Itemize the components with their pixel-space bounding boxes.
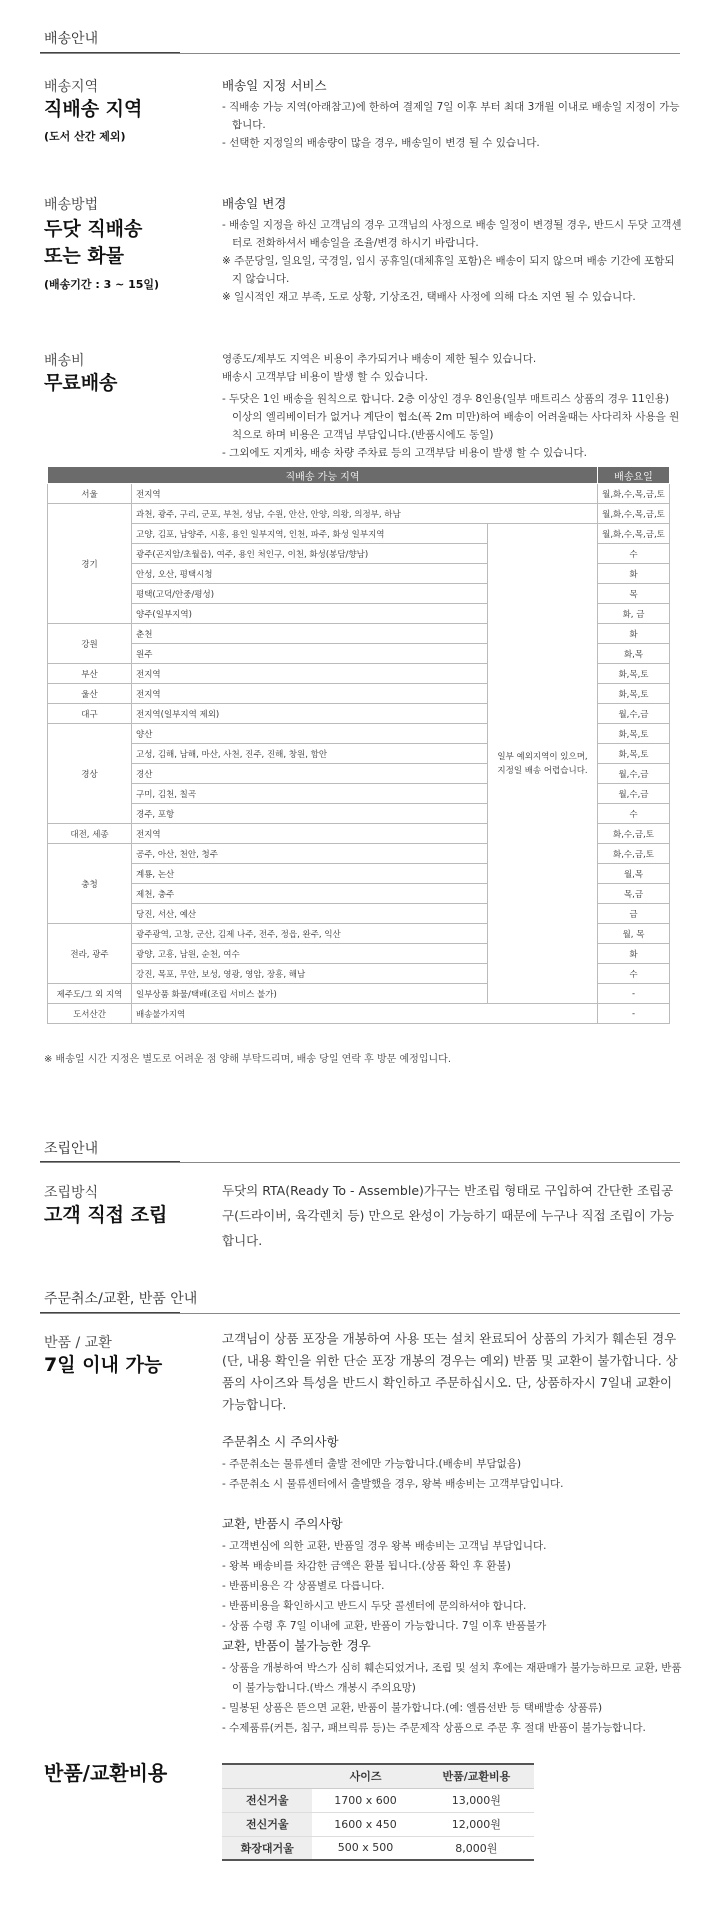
section-divider (40, 1162, 680, 1163)
method-head: 배송일 변경 (222, 196, 287, 211)
table-row: 서울 전지역 월,화,수,목,금,토 (48, 484, 670, 504)
fee-line: - 그외에도 지게차, 배송 차량 주차료 등의 고객부담 비용이 발생 할 수 있습니다. (222, 447, 587, 459)
fee-table-title: 반품/교환비용 (44, 1761, 168, 1785)
table-row: 충청 공주, 아산, 천안, 청주 화,수,금,토 (48, 844, 670, 864)
table-row: 경상 양산 화,목,토 (48, 724, 670, 744)
table-header-area: 직배송 가능 지역 (48, 467, 598, 484)
table-row: 당진, 서산, 예산 금 (48, 904, 670, 924)
fee-big: 무료배송 (44, 372, 118, 394)
table-row: 부산 전지역 화,목,토 (48, 664, 670, 684)
table-row: 경주, 포항 수 (48, 804, 670, 824)
returns-section-title: 주문취소/교환, 반품 안내 (44, 1291, 198, 1307)
exchange-head: 교환, 반품시 주의사항 (222, 1516, 343, 1531)
shipping-section-title: 배송안내 (44, 31, 99, 47)
fee-header-size: 사이즈 (312, 1764, 418, 1788)
table-row: 울산 전지역 화,목,토 (48, 684, 670, 704)
table-row: 경기 과천, 광주, 구리, 군포, 부천, 성남, 수원, 안산, 안양, 의왕, 의정부, 하남 월,화,수,목,금,토 (48, 504, 670, 524)
method-line: ※ 주문당일, 일요일, 국경일, 임시 공휴일(대체휴일 포함)은 배송이 되지 않으며 배송 기간에 포함되지 않습니다. (222, 255, 675, 285)
table-row: 전신거울 1600 x 450 12,000원 (222, 1812, 534, 1836)
shipping-footnote: ※ 배송일 시간 지정은 별도로 어려운 점 양해 부탁드리며, 배송 당일 연락 후 방문 예정입니다. (44, 1054, 451, 1065)
region-line: - 선택한 지정일의 배송량이 많을 경우, 배송일이 변경 될 수 있습니다. (222, 137, 540, 149)
table-row: 대구 전지역(일부지역 제외) 월,수,금 (48, 704, 670, 724)
method-sub: (배송기간 : 3 ~ 15일) (44, 278, 160, 291)
method-big-2: 또는 화물 (44, 245, 125, 267)
table-header-day: 배송요일 (598, 467, 670, 484)
table-row: 고양, 김포, 남양주, 시흥, 용인 일부지역, 인천, 파주, 화성 일부지역 일부 예외지역이 있으며, 지정일 배송 어렵습니다. 월,화,수,목,금,토 (48, 524, 670, 544)
region-line: - 직배송 가능 지역(아래참고)에 한하여 결제일 7일 이후 부터 최대 3개월 이내로 배송일 지정이 가능합니다. (222, 101, 680, 131)
method-text (222, 216, 682, 306)
assembly-label: 조립방식 (44, 1185, 99, 1201)
table-row: 제천, 충주 목,금 (48, 884, 670, 904)
table-row: 강진, 목포, 무안, 보성, 영광, 영암, 장흥, 해남 수 (48, 964, 670, 984)
returns-label: 반품 / 교환 (44, 1335, 112, 1351)
impossible-head: 교환, 반품이 불가능한 경우 (222, 1638, 371, 1653)
returns-big: 7일 이내 가능 (44, 1354, 163, 1376)
table-row: 구미, 김천, 칠곡 월,수,금 (48, 784, 670, 804)
impossible-text: - 상품을 개봉하여 박스가 심히 훼손되었거나, 조립 및 설치 후에는 재판매가 불가능하므로 교환, 반품이 불가능합니다.(박스 개봉시 주의요망) - 밀봉된 상품은 뜯으면 교환, 반품이 불가합니다.(예: 엘름선반 등 택배발송 상품류) - 수제품류(커튼, 침구, 패브릭류 등)는 주문제작 상품으로 주문 후 절대 반품이 불가능합니다. (222, 1662, 682, 1734)
fee-line: 영종도/제부도 지역은 비용이 추가되거나 배송이 제한 될수 있습니다. (222, 353, 537, 365)
exception-note: 일부 예외지역이 있으며, 지정일 배송 어렵습니다. (488, 524, 598, 1004)
fee-line: 배송시 고객부담 비용이 발생 할 수 있습니다. (222, 371, 428, 383)
returns-text: 고객님이 상품 포장을 개봉하여 사용 또는 설치 완료되어 상품의 가치가 훼손된 경우(단, 내용 확인을 위한 단순 포장 개봉의 경우는 예외) 반품 및 교환이 불가합니다. 상품의 사이즈와 특성을 반드시 확인하고 주문하십시오. 단, 상품하자시 7일내 교환이 가능합니다. (222, 1331, 678, 1412)
table-row: 광주(곤지암/초월읍), 여주, 용인 처인구, 이천, 화성(봉담/향남) 수 (48, 544, 670, 564)
method-line: ※ 일시적인 재고 부족, 도로 상황, 기상조건, 택배사 사정에 의해 다소 지연 될 수 있습니다. (222, 291, 636, 303)
cancel-text: - 주문취소는 물류센터 출발 전에만 가능합니다.(배송비 부담없음) - 주문취소 시 물류센터에서 출발했을 경우, 왕복 배송비는 고객부담입니다. (222, 1458, 564, 1490)
fee-header-cost: 반품/교환비용 (419, 1764, 534, 1788)
region-text (222, 98, 682, 152)
fee-text (222, 350, 682, 462)
shipping-area-table (47, 466, 670, 1024)
method-big-1: 두닷 직배송 (44, 218, 143, 240)
table-row: 고성, 김해, 남해, 마산, 사천, 진주, 진해, 창원, 함안 화,목,토 (48, 744, 670, 764)
fee-line: - 두닷은 1인 배송을 원칙으로 합니다. 2층 이상인 경우 8인용(일부 매트리스 상품의 경우 11인용) 이상의 엘리베이터가 없거나 계단이 협소(폭 2m 미만)하여 배송이 어려울때는 사다리차 사용을 원칙으로 하며 비용은 고객님 부담입니다.(반품시에도 동일) (222, 393, 680, 441)
table-row: 양주(일부지역) 화, 금 (48, 604, 670, 624)
table-row: 계룡, 논산 월,목 (48, 864, 670, 884)
table-row: 강원 춘천 화 (48, 624, 670, 644)
table-row: 경산 월,수,금 (48, 764, 670, 784)
return-fee-table (222, 1763, 534, 1861)
section-divider (40, 1313, 680, 1314)
exchange-text: - 고객변심에 의한 교환, 반품일 경우 왕복 배송비는 고객님 부담입니다. - 왕복 배송비를 차감한 금액은 환불 됩니다.(상품 확인 후 환불) - 반품비용은 각 상품별로 다릅니다. - 반품비용을 확인하시고 반드시 두닷 콜센터에 문의하셔야 합니다. - 상품 수령 후 7일 이내에 교환, 반품이 가능합니다. 7일 이후 반품불가 (222, 1540, 547, 1632)
table-row: 대전, 세종 전지역 화,수,금,토 (48, 824, 670, 844)
method-label: 배송방법 (44, 197, 99, 213)
method-line: - 배송일 지정을 하신 고객님의 경우 고객님의 사정으로 배송 일정이 변경될 경우, 반드시 두닷 고객센터로 전화하셔서 배송일을 조율/변경 하시기 바랍니다. (222, 219, 682, 249)
table-row: 도서산간 배송불가지역 - (48, 1004, 670, 1024)
region-head: 배송일 지정 서비스 (222, 78, 327, 93)
table-row: 제주도/그 외 지역 일부상품 화물/택배(조립 서비스 불가) - (48, 984, 670, 1004)
assembly-big: 고객 직접 조립 (44, 1204, 168, 1226)
table-row: 화장대거울 500 x 500 8,000원 (222, 1836, 534, 1860)
section-divider (40, 53, 680, 54)
region-label: 배송지역 (44, 79, 99, 95)
table-row: 전라, 광주 광주광역, 고창, 군산, 김제 나주, 전주, 정읍, 완주, 익산 월, 목 (48, 924, 670, 944)
region-big: 직배송 지역 (44, 98, 143, 120)
table-row: 안성, 오산, 평택시청 화 (48, 564, 670, 584)
table-row: 평택(고덕/안중/평성) 목 (48, 584, 670, 604)
cancel-head: 주문취소 시 주의사항 (222, 1434, 339, 1449)
region-sub: (도서 산간 제외) (44, 130, 126, 143)
assembly-text: 두닷의 RTA(Ready To - Assemble)가구는 반조립 형태로 구입하여 간단한 조립공구(드라이버, 육각렌치 등) 만으로 완성이 가능하기 때문에 누구나 직접 조립이 가능합니다. (222, 1183, 674, 1248)
table-row: 광양, 고흥, 남원, 순천, 여수 화 (48, 944, 670, 964)
table-row: 전신거울 1700 x 600 13,000원 (222, 1788, 534, 1812)
assembly-section-title: 조립안내 (44, 1141, 99, 1157)
fee-label: 배송비 (44, 353, 85, 369)
table-row: 원주 화,목 (48, 644, 670, 664)
